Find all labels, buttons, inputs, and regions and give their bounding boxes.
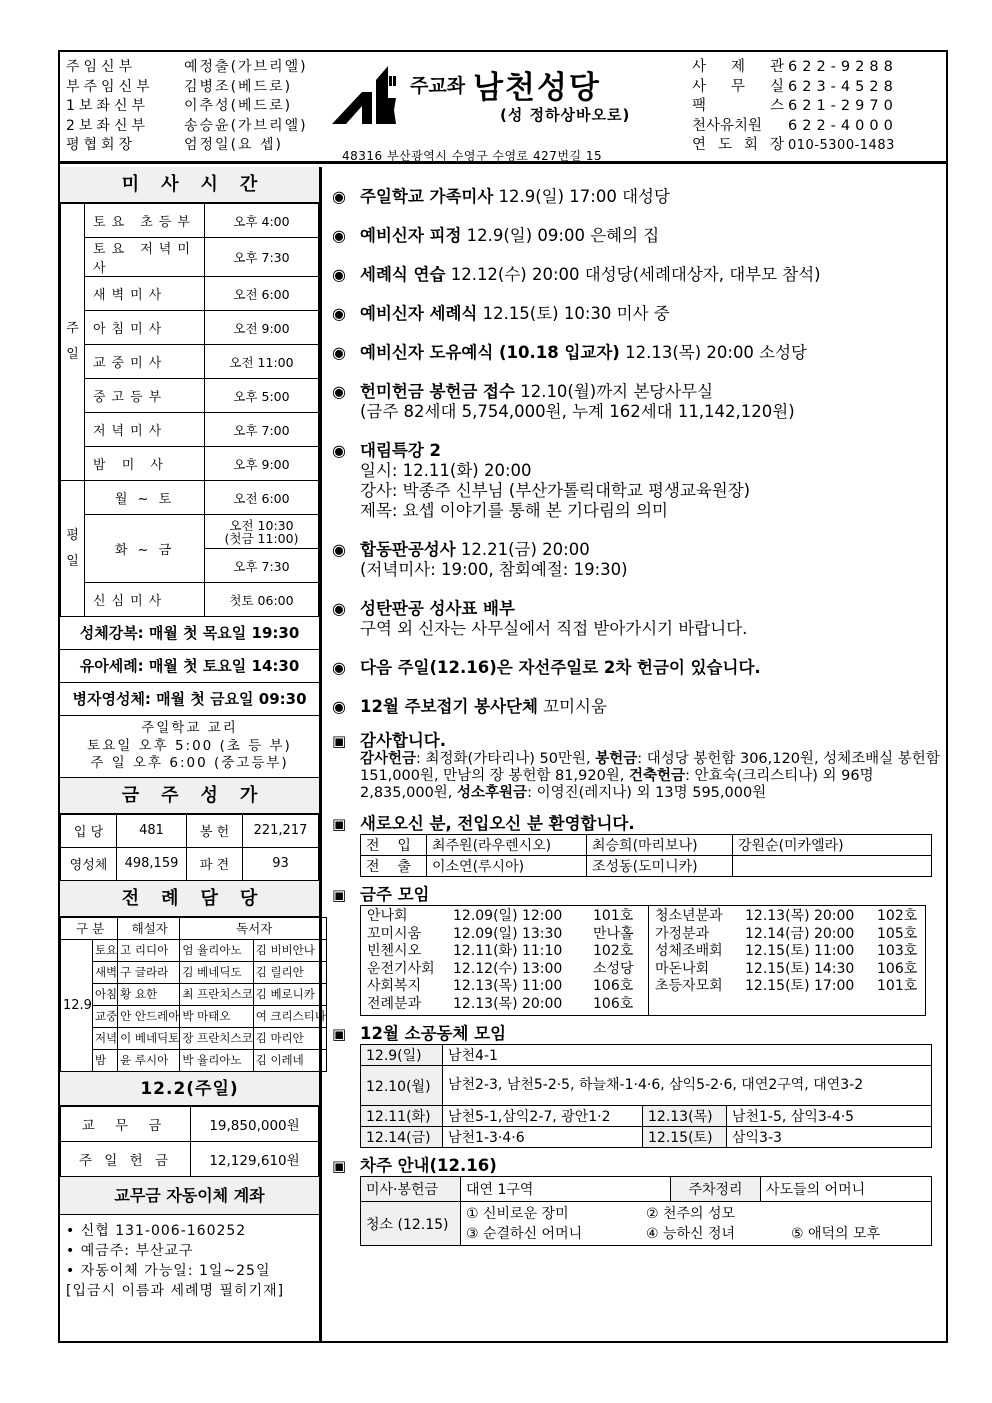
clergy-row: 부주임신부 김병조(베드로) [66,78,293,95]
sick-communion-info: 병자영성체: 매월 첫 금요일 09:30 [60,683,319,716]
table-row: 전 입 최주원(라우렌시오) 최승희(마리보나) 강원순(미카엘라) [361,835,932,856]
list-item: 빈첸시오 12.11(화) 11:10 102호 [367,943,634,959]
gatherings-box [360,905,926,1016]
announcement: ◉ 예비신자 도유예식 (10.18 입교자) 12.13(목) 20:00 소성당 [332,343,807,362]
table-row: 12.11(화) 남천5-1,삼익2-7, 광안1·2 12.13(목) 남천1-5, 삼익3-4·5 [361,1106,932,1127]
radio-bullet-icon: ◉ [332,658,346,677]
clergy-row: 주임신부 예정출(가브리엘) [66,59,308,75]
radio-bullet-icon: ◉ [332,599,346,618]
square-bullet-icon: ▣ [332,886,347,904]
radio-bullet-icon: ◉ [332,697,346,716]
list-item: 운전기사회 12.12(수) 13:00 소성당 [367,960,634,977]
weekday-label: 평일 [61,481,85,617]
sunday-school-info: 주일학교 교리 토요일 오후 5:00 (초 등 부) 주 일 오후 6:00 (중고등부) [60,716,319,778]
radio-bullet-icon: ◉ [332,265,346,284]
account-info: • 신협 131-006-160252 • 예금주: 부산교구 • 자동이체 가능일: 1일~25일 [입금시 이름과 세례명 필히기재] [66,1222,285,1299]
welcome-table [360,834,932,877]
contact-row: 사 제 관 622-9288 [692,59,898,75]
announcement: ◉ 12월 주보접기 봉사단체 꼬미시움 [332,697,607,716]
announcement: ◉ 세례식 연습 12.12(수) 20:00 대성당(세례대상자, 대부모 참석) [332,265,821,284]
square-bullet-icon: ▣ [332,732,347,750]
list-item: 꼬미시움 12.09(일) 13:30 만나홀 [367,925,634,942]
hymns-heading: 금주성가 [60,778,319,814]
small-community-heading: ▣ 12월 소공동체 모임 [332,1024,507,1043]
announcement: ◉ 예비신자 피정 12.9(일) 09:00 은혜의 집 [332,226,660,245]
list-item: 초등자모회 12.15(토) 17:00 101호 [655,978,918,994]
contact-row: 사 무 실 623-4528 [692,78,898,95]
liturgy-table: 구 분 해설자 독서자 12.9 토요 고 리디아 엄 율리아노 김 비비안나 새벽 구 글라라 김 베네딕도 김 릴리안 아침 황 요한 최 프란치스코 김 베로니카 교중 안 안드레아 박 마태오 여 크리스티나 저녁 이 베네딕토 장 프란치스코 김 마리안 밤 윤 루시아 박 율리아노 김 이레네 [60,917,327,1072]
square-bullet-icon: ▣ [332,1025,347,1043]
bulletin-header [60,52,946,164]
radio-bullet-icon: ◉ [332,382,346,401]
list-item: 가정분과 12.14(금) 20:00 105호 [655,925,918,942]
church-address: 48316 부산광역시 수영구 수영로 427번길 15 [342,149,603,163]
announcement: ◉ 대림특강 2 일시: 12.11(화) 20:00 강사: 박종주 신부님 (부산가톨릭대학교 평생교육원장) 제목: 요셉 이야기를 통해 본 기다림의 의미 [332,441,751,520]
table-row: 12.10(월) 남천2-3, 남천5-2·5, 하늘채-1·4·6, 삼익5-2·6, 대연2구역, 대연3-2 [361,1066,932,1106]
clergy-list [66,58,308,156]
announcement: ◉ 다음 주일(12.16)은 자선주일로 2차 헌금이 있습니다. [332,658,761,677]
main-content [332,187,942,1246]
mass-times-heading: 미사시간 [60,167,319,203]
next-week-table [360,1176,932,1246]
church-title: 주교좌 남천성당 [410,70,601,106]
clergy-row: 1보좌신부 이추성(베드로) [66,98,293,114]
list-item: 청소년분과 12.13(목) 20:00 102호 [655,908,918,924]
gatherings-left [361,906,648,1015]
gatherings-heading: ▣ 금주 모임 [332,885,430,904]
table-row: 12.9(일) 남천4-1 [361,1045,932,1066]
radio-bullet-icon: ◉ [332,304,346,323]
table-row: 12.9 토요 고 리디아 엄 율리아노 김 비비안나 [61,939,327,961]
next-week-heading: ▣ 차주 안내(12.16) [332,1156,497,1175]
thanks-body: 감사헌금: 최정화(가타리나) 50만원, 봉헌금: 대성당 봉헌함 306,120원, 성체조배실 봉헌함 151,000원, 만남의 장 봉헌함 81,920원, 건축헌금: 안효숙(크리스티나) 외 96명 2,835,000원, 성소후원금: 이영진(레지나) 외 13명 595,000원 [360,751,940,801]
list-item: 전례분과 12.13(목) 20:00 106호 [367,995,634,1012]
announcement: ◉ 합동판공성사 12.21(금) 20:00 (저녁미사: 19:00, 참회예절: 19:30) [332,540,628,579]
gatherings-right [648,906,923,1015]
list-item: 마돈나회 12.15(토) 14:30 106호 [655,960,918,977]
table-row: 12.14(금) 남천1-3·4·6 12.15(토) 삼익3-3 [361,1127,932,1148]
announcement: ◉ 예비신자 세례식 12.15(토) 10:30 미사 중 [332,304,670,323]
contact-list [692,58,898,156]
radio-bullet-icon: ◉ [332,540,346,559]
church-subtitle: (성 정하상바오로) [500,106,631,124]
radio-bullet-icon: ◉ [332,441,346,460]
finance-table: 교 무 금 19,850,000원 주 일 헌 금 12,129,610원 [60,1106,319,1177]
infant-baptism-info: 유아세례: 매월 첫 토요일 14:30 [60,650,319,683]
hymns-table: 입 당 481 봉 헌 221,217 영성체 498,159 파 견 93 [60,814,319,881]
list-item: 안나회 12.09(일) 12:00 101호 [367,908,634,924]
finance-date-heading: 12.2(주일) [60,1072,319,1106]
table-row: 청소 (12.15) ① 신비로운 장미 ② 천주의 성모 ③ 순결하신 어머니 ④ 능하신 정녀 ⑤ 애덕의 모후 [361,1202,932,1246]
table-row: 저녁 이 베네딕토 장 프란치스코 김 마리안 [61,1027,327,1049]
table-row: 밤 윤 루시아 박 율리아노 김 이레네 [61,1049,327,1071]
square-bullet-icon: ▣ [332,1157,347,1175]
contact-row: 천사유치원 622-4000 [692,117,898,134]
announcement: ◉ 주일학교 가족미사 12.9(일) 17:00 대성당 [332,187,670,206]
table-row: 미사·봉헌금 대연 1구역 주차정리 사도들의 어머니 [361,1177,932,1202]
liturgy-heading: 전례담당 [60,881,319,917]
list-item: 성체조배회 12.15(토) 11:00 103호 [655,943,918,959]
list-item: 사회복지 12.13(목) 11:00 106호 [367,978,634,994]
table-row: 아침 황 요한 최 프란치스코 김 베로니카 [61,983,327,1005]
account-heading: 교무금 자동이체 계좌 [60,1177,319,1215]
announcement: ◉ 성탄판공 성사표 배부 구역 외 신자는 사무실에서 직접 받아가시기 바랍니다. [332,599,748,638]
thanks-heading: ▣ 감사합니다. [332,731,446,750]
sunday-label: 주일 [61,204,85,481]
mass-times-table: 주일 토요 초등부 오후 4:00 토요 저녁미사 오후 7:30 새벽미사 오전 6:00 아침미사 오전 9:00 교중미사 오전 11:00 중고등부 오후 5:00 저녁미사 오후 7:00 밤 미 사 오후 9:00 평일 월 ~ 토 오전 6:00 화 ~ 금 오전 10:30 (첫금 11:00) 오후 7:30 신심미사 첫토 06:00 [60,203,319,617]
welcome-heading: ▣ 새로오신 분, 전입오신 분 환영합니다. [332,814,635,833]
radio-bullet-icon: ◉ [332,343,346,362]
radio-bullet-icon: ◉ [332,187,346,206]
table-row: 교중 안 안드레아 박 마태오 여 크리스티나 [61,1005,327,1027]
square-bullet-icon: ▣ [332,815,347,833]
bulletin-page [58,50,948,1343]
left-sidebar [60,167,326,1343]
radio-bullet-icon: ◉ [332,226,346,245]
small-community-table [360,1044,932,1148]
church-logo-icon [332,62,402,132]
clergy-row: 2보좌신부 송승윤(가브리엘) [66,117,308,134]
table-row: 새벽 구 글라라 김 베네딕도 김 릴리안 [61,961,327,983]
contact-row: 연 도 회 장 010-5300-1483 [692,137,895,153]
contact-row: 팩 스 621-2970 [692,98,898,114]
announcement: ◉ 헌미헌금 봉헌금 접수 12.10(월)까지 본당사무실 (금주 82세대 5,754,000원, 누계 162세대 11,142,120원) [332,382,795,421]
benediction-info: 성체강복: 매월 첫 목요일 19:30 [60,617,319,650]
clergy-row: 평협회장 엄정일(요 셉) [66,137,283,153]
table-row: 전 출 이소연(루시아) 조성동(도미니카) [361,856,932,877]
